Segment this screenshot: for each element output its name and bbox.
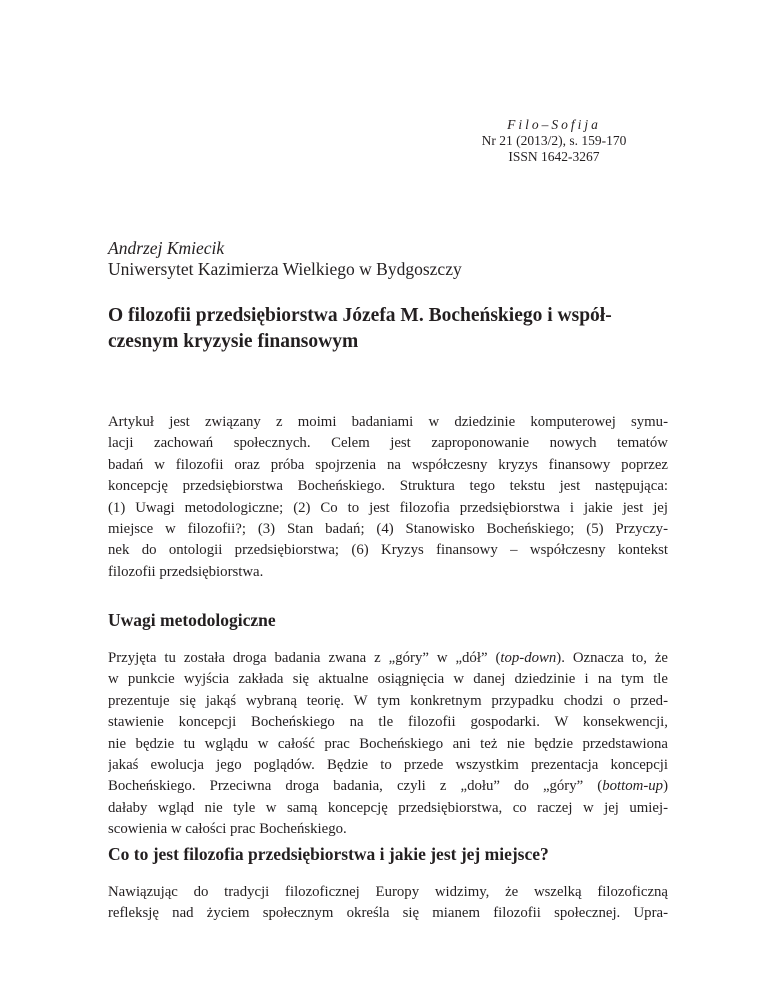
abstract: [108, 412, 668, 583]
body-line: dałaby wgląd nie tyle w samą koncepcję przedsiębiorstwa, co raczej w jej umiej-: [108, 799, 668, 816]
title-line: O filozofii przedsiębiorstwa Józefa M. Bocheńskiego i współ-: [108, 305, 612, 326]
journal-name: Filo–Sofija: [507, 117, 601, 132]
abstract-line: filozofii przedsiębiorstwa.: [108, 563, 264, 580]
abstract-line: badań w filozofii oraz próba spojrzenia na współczesny kryzys finansowy poprzez: [108, 456, 668, 473]
section-body: [108, 648, 668, 841]
body-line: w punkcie wyjścia zakłada się aktualne osiągnięcia w danej dziedzinie i na tym tle: [108, 671, 668, 688]
title-line: czesnym kryzysie finansowym: [108, 331, 359, 352]
journal-header: [440, 117, 668, 165]
article-title: [108, 303, 668, 355]
body-text: Bocheńskiego. Przeciwna droga badania, czyli z „dołu” do „góry” (: [108, 778, 603, 795]
abstract-line: koncepcję przedsiębiorstwa Bocheńskiego. Struktura tego tekstu jest następująca:: [108, 478, 668, 495]
abstract-line: lacji zachowań społecznych. Celem jest zaproponowanie nowych tematów: [108, 435, 668, 452]
journal-issue: Nr 21 (2013/2), s. 159-170: [481, 133, 627, 148]
body-line: refleksję nad życiem społecznym określa się mianem filozofii społecznej. Upra-: [108, 905, 668, 922]
section-body: [108, 882, 668, 925]
journal-issn: ISSN 1642-3267: [508, 149, 600, 164]
body-line: scowienia w całości prac Bocheńskiego.: [108, 821, 347, 838]
abstract-line: nek do ontologii przedsiębiorstwa; (6) Kryzys finansowy – współczesny kontekst: [108, 542, 668, 559]
abstract-line: Artykuł jest związany z moimi badaniami w dziedzinie komputerowej symu-: [108, 414, 668, 430]
body-line: prezentuje się jakąś wybraną teorię. W tym konkretnym przypadku chodzi o przed-: [108, 692, 668, 709]
body-text: ). Oznacza to, że: [556, 650, 668, 666]
section-heading: Uwagi metodologiczne: [108, 610, 276, 630]
abstract-line: (1) Uwagi metodologiczne; (2) Co to jest filozofia przedsiębiorstwa i jakie jest jej: [108, 499, 668, 516]
body-line: Nawiązując do tradycji filozoficznej Europy widzimy, że wszelką filozoficzną: [108, 884, 668, 900]
italic-term: bottom-up: [602, 778, 664, 795]
author-affiliation: Uniwersytet Kazimierza Wielkiego w Bydgoszczy: [108, 259, 462, 279]
body-text: Przyjęta tu została droga badania zwana z „góry” w „dół” (: [108, 650, 501, 666]
body-text: ): [663, 778, 668, 795]
body-line: jakaś ewolucja jego poglądów. Będzie to przede wszystkim prezentacja koncepcji: [108, 757, 668, 774]
italic-term: top-down: [500, 650, 557, 666]
body-line: [108, 648, 668, 669]
author-block: [108, 238, 668, 280]
section-heading: Co to jest filozofia przedsiębiorstwa i jakie jest jej miejsce?: [108, 844, 549, 864]
body-line: stawienie koncepcji Bocheńskiego na tle filozofii gospodarki. W konsekwencji,: [108, 714, 668, 731]
abstract-line: miejsce w filozofii?; (3) Stan badań; (4) Stanowisko Bocheńskiego; (5) Przyczy-: [108, 521, 668, 538]
body-line: [108, 776, 668, 797]
author-name: Andrzej Kmiecik: [108, 238, 225, 258]
body-line: nie będzie tu wglądu w całość prac Bocheńskiego ani też nie będzie przedstawiona: [108, 735, 668, 752]
